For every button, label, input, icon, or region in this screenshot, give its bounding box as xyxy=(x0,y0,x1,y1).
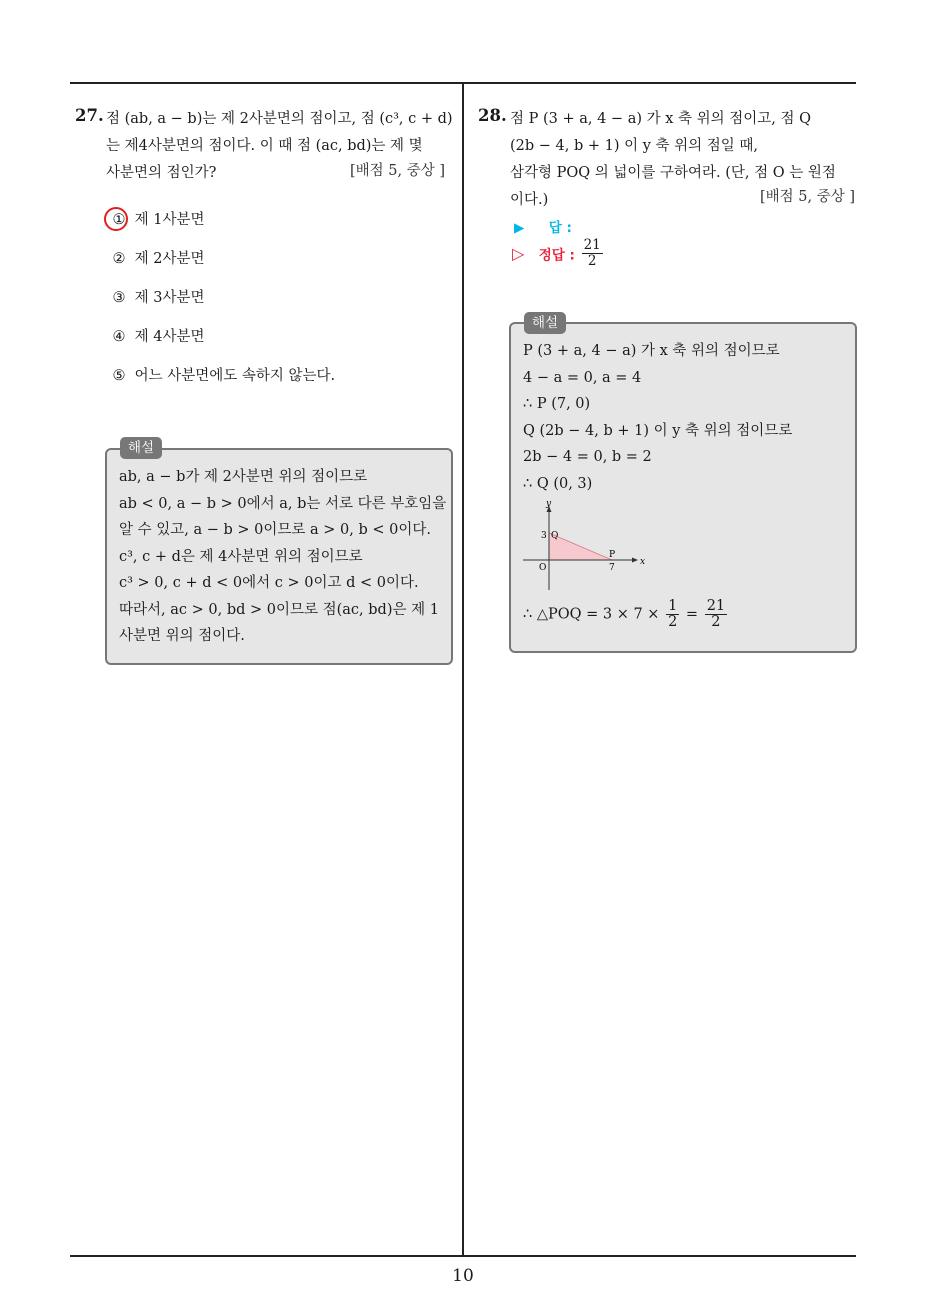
q27-choice-2[interactable] xyxy=(108,248,204,270)
play-outline-icon: ▷ xyxy=(512,244,525,263)
q27-choice-4[interactable] xyxy=(108,326,204,348)
fraction-denominator: 2 xyxy=(711,614,721,630)
fraction-numerator: 21 xyxy=(583,237,601,253)
x-axis-label: x xyxy=(640,557,646,567)
q27-number: 27. xyxy=(75,106,104,125)
choice-text: 제 4사분면 xyxy=(134,329,205,345)
final-fraction-2 xyxy=(705,599,727,630)
q28-answer-row[interactable] xyxy=(514,216,572,236)
column-divider xyxy=(462,82,464,1256)
final-fraction-1 xyxy=(666,599,679,630)
q27-choice-3[interactable] xyxy=(108,287,204,309)
choice-mark: ② xyxy=(112,251,126,267)
x-axis-arrow xyxy=(632,558,638,563)
q28-line3: 삼각형 POQ 의 넓이를 구하여라. (단, 점 O 는 원점 xyxy=(510,165,836,181)
q27-sol-line: c³ > 0, c + d < 0에서 c > 0이고 d < 0이다. xyxy=(119,575,419,591)
triangle-poq-shape xyxy=(549,533,612,560)
choice-mark: ① xyxy=(112,212,126,228)
q27-solution-box xyxy=(105,448,453,665)
fraction-denominator: 2 xyxy=(668,614,678,630)
q27-choice-1[interactable] xyxy=(108,209,204,231)
q27-sol-line: ab < 0, a − b > 0에서 a, b는 서로 다른 부호임을 xyxy=(119,495,447,512)
fraction-numerator: 21 xyxy=(706,598,726,614)
q28-line2: (2b − 4, b + 1) 이 y 축 위의 점일 때, xyxy=(510,138,759,154)
choice-text: 제 2사분면 xyxy=(134,251,205,267)
choice-mark: ⑤ xyxy=(112,368,126,384)
q27-line3: 사분면의 점인가? xyxy=(106,165,217,181)
q28-sol-line: P (3 + a, 4 − a) 가 x 축 위의 점이므로 xyxy=(523,343,780,359)
q28-correct-row xyxy=(512,238,605,269)
answer-label: 답 : xyxy=(548,220,572,236)
correct-answer-fraction xyxy=(582,238,603,269)
q28-sol-line: ∴ Q (0, 3) xyxy=(523,475,593,492)
choice-text: 제 1사분면 xyxy=(134,212,205,228)
y-axis-label: y xyxy=(546,499,552,509)
q-point-label: Q xyxy=(551,531,559,541)
q28-solution-tag: 해설 xyxy=(524,312,566,334)
q28-sol-line: 4 − a = 0, a = 4 xyxy=(523,369,642,386)
q28-line4: 이다.) xyxy=(510,192,549,208)
fraction-numerator: 1 xyxy=(668,598,678,614)
q28-final-line xyxy=(523,599,843,630)
fraction-denominator: 2 xyxy=(587,253,597,269)
choice-mark: ④ xyxy=(112,329,126,345)
final-equals: = xyxy=(685,606,699,623)
x-tick-label: 7 xyxy=(609,563,615,573)
q28-number: 28. xyxy=(478,106,507,125)
q28-solution-box xyxy=(509,322,857,653)
q27-line1: 점 (ab, a − b)는 제 2사분면의 점이고, 점 (c³, c + d) xyxy=(106,111,453,127)
q27-solution-tag: 해설 xyxy=(120,437,162,459)
choice-mark: ③ xyxy=(112,290,126,306)
q28-sol-line: Q (2b − 4, b + 1) 이 y 축 위의 점이므로 xyxy=(523,422,793,439)
q27-sol-line: 사분면 위의 점이다. xyxy=(119,628,245,644)
y-tick-label: 3 xyxy=(541,531,547,541)
q27-sol-line: ab, a − b가 제 2사분면 위의 점이므로 xyxy=(119,469,368,485)
q27-sol-line: 알 수 있고, a − b > 0이므로 a > 0, b < 0이다. xyxy=(119,522,431,538)
correct-label: 정답 : xyxy=(538,247,575,264)
choice-text: 제 3사분면 xyxy=(134,290,205,306)
choice-text: 어느 사분면에도 속하지 않는다. xyxy=(134,368,336,384)
q28-sol-line: ∴ P (7, 0) xyxy=(523,396,591,412)
q27-sol-line: 따라서, ac > 0, bd > 0이므로 점(ac, bd)은 제 1 xyxy=(119,601,439,618)
origin-label: O xyxy=(539,563,547,573)
q27-line2: 는 제4사분면의 점이다. 이 때 점 (ac, bd)는 제 몇 xyxy=(106,138,423,154)
final-prefix: ∴ △POQ = 3 × 7 × xyxy=(523,606,660,623)
page-number: 10 xyxy=(452,1266,474,1286)
bottom-rule xyxy=(70,1255,856,1257)
q28-triangle-graph xyxy=(523,499,653,597)
q28-sol-line: 2b − 4 = 0, b = 2 xyxy=(523,449,652,465)
q27-meta: [배점 5, 중상 ] xyxy=(350,163,446,179)
q28-meta: [배점 5, 중상 ] xyxy=(760,189,856,205)
play-filled-icon: ▶ xyxy=(514,220,525,236)
q27-sol-line: c³, c + d은 제 4사분면 위의 점이므로 xyxy=(119,548,363,565)
q27-choice-5[interactable] xyxy=(108,365,335,387)
p-point-label: P xyxy=(609,550,616,560)
q28-line1: 점 P (3 + a, 4 − a) 가 x 축 위의 점이고, 점 Q xyxy=(510,111,811,127)
